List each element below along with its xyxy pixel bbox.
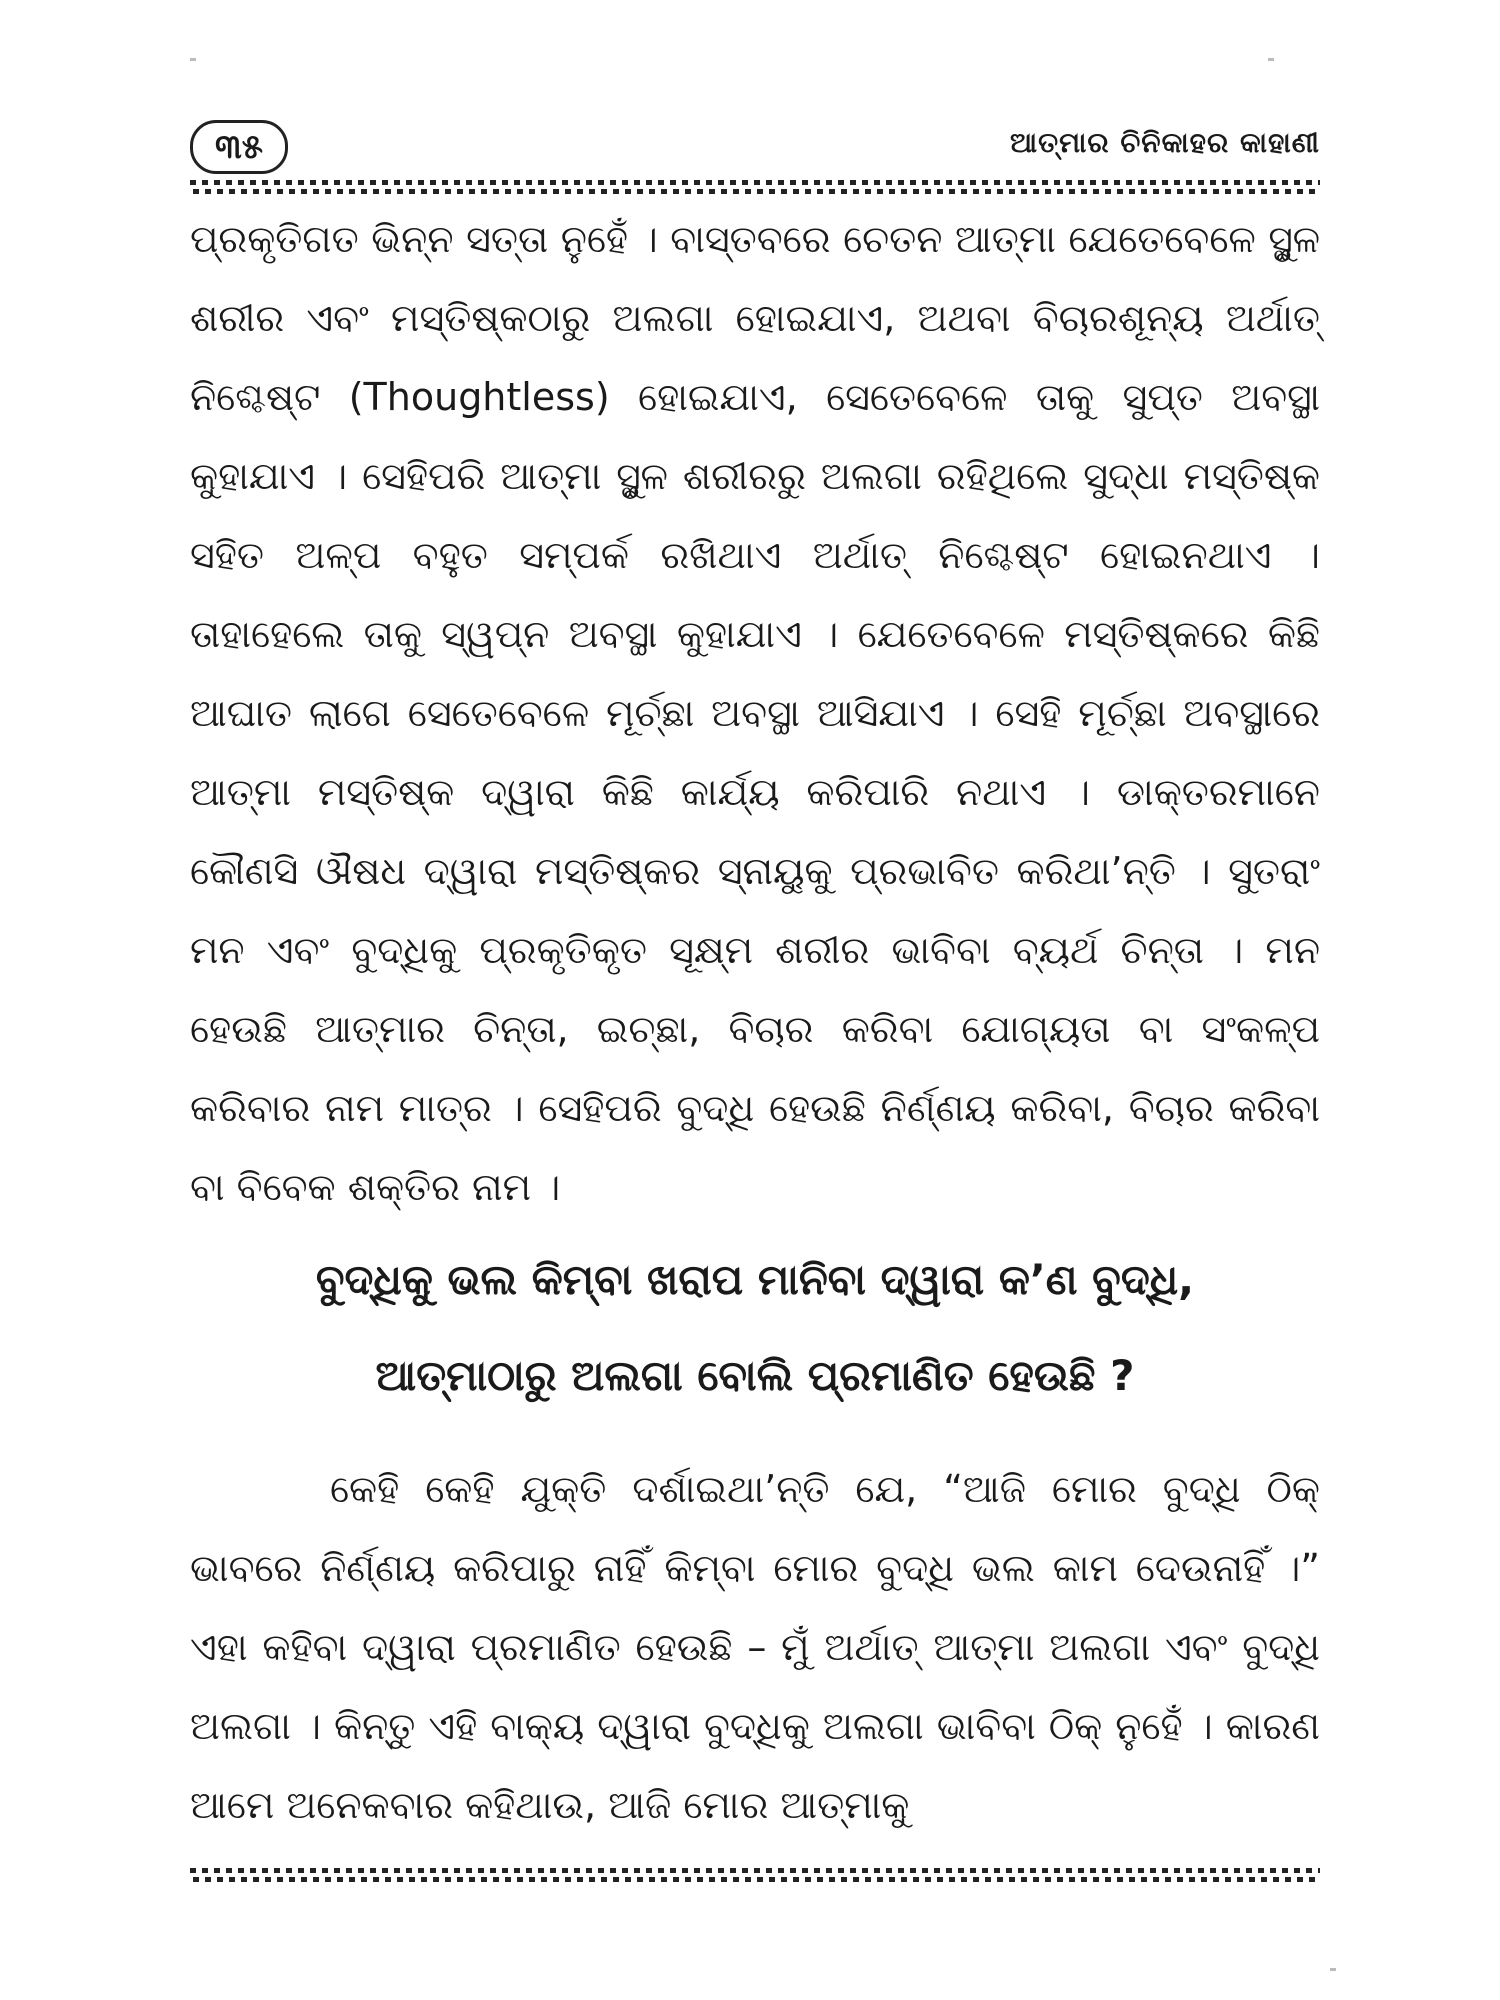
scan-speck <box>1268 58 1274 61</box>
heading-line-1: ବୁଦ୍ଧିକୁ ଭଲ କିମ୍ବା ଖରାପ ମାନିବା ଦ୍ୱାରା କ’ଣ ବୁଦ୍ଧି, <box>315 1255 1195 1304</box>
page-header <box>190 118 1320 178</box>
heading-line-2: ଆତ୍ମାଠାରୁ ଅଲଗା ବୋଲି ପ୍ରମାଣିତ ହେଉଛି ? <box>375 1351 1135 1400</box>
section-heading <box>190 1232 1320 1424</box>
running-title: ଆତ୍ମାର ଚିନିକାହର କାହାଣୀ <box>1010 126 1320 159</box>
body-text-2 <box>190 1450 1320 1845</box>
paragraph-2: କେହି କେହି ଯୁକ୍ତି ଦର୍ଶାଇଥା’ନ୍ତି ଯେ, “ଆଜି ମୋର ବୁଦ୍ଧି ଠିକ୍ ଭାବରେ ନିର୍ଣ୍ଣୟ କରିପାରୁ ନାହିଁ କିମ୍ବା ମୋର ବୁଦ୍ଧି ଭଲ କାମ ଦେଉନାହିଁ ।” ଏହା କହିବା ଦ୍ୱାରା ପ୍ରମାଣିତ ହେଉଛି – ମୁଁ ଅର୍ଥାତ୍ ଆତ୍ମା ଅଲଗା ଏବଂ ବୁଦ୍ଧି ଅଲଗା । କିନ୍ତୁ ଏହି ବାକ୍ୟ ଦ୍ୱାରା ବୁଦ୍ଧିକୁ ଅଲଗା ଭାବିବା ଠିକ୍ ନୁହେଁ । କାରଣ ଆମେ ଅନେକବାର କହିଥାଉ, ଆଜି ମୋର ଆତ୍ମାକୁ <box>190 1467 1320 1827</box>
decorative-rule-top <box>190 180 1320 194</box>
page-number: ୩୫ <box>190 120 288 174</box>
scan-speck <box>1330 1968 1336 1971</box>
scan-speck <box>190 58 196 61</box>
body-text <box>190 200 1320 1227</box>
decorative-rule-bottom <box>190 1868 1320 1882</box>
paragraph-1: ପ୍ରକୃତିଗତ ଭିନ୍ନ ସତ୍ତା ନୁହେଁ । ବାସ୍ତବରେ ଚେତନ ଆତ୍ମା ଯେତେବେଳେ ସ୍ଥୁଳ ଶରୀର ଏବଂ ମସ୍ତିଷ୍କଠାରୁ ଅଲଗା ହୋଇଯାଏ, ଅଥବା ବିଚାରଶୂନ୍ୟ ଅର୍ଥାତ୍ ନିଶ୍ଚେଷ୍ଟ (Thoughtless) ହୋଇଯାଏ, ସେତେବେଳେ ତାକୁ ସୁପ୍ତ ଅବସ୍ଥା କୁହାଯାଏ । ସେହିପରି ଆତ୍ମା ସ୍ଥୁଳ ଶରୀରରୁ ଅଲଗା ରହିଥିଲେ ସୁଦ୍ଧା ମସ୍ତିଷ୍କ ସହିତ ଅଳ୍ପ ବହୁତ ସମ୍ପର୍କ ରଖିଥାଏ ଅର୍ଥାତ୍ ନିଶ୍ଚେଷ୍ଟ ହୋଇନଥାଏ । ତାହାହେଲେ ତାକୁ ସ୍ୱପ୍ନ ଅବସ୍ଥା କୁହାଯାଏ । ଯେତେବେଳେ ମସ୍ତିଷ୍କରେ କିଛି ଆଘାତ ଲାଗେ ସେତେବେଳେ ମୂର୍ଚ୍ଛା ଅବସ୍ଥା ଆସିଯାଏ । ସେହି ମୂର୍ଚ୍ଛା ଅବସ୍ଥାରେ ଆତ୍ମା ମସ୍ତିଷ୍କ ଦ୍ୱାରା କିଛି କାର୍ଯ୍ୟ କରିପାରି ନଥାଏ । ଡାକ୍ତରମାନେ କୌଣସି ଔଷଧ ଦ୍ୱାରା ମସ୍ତିଷ୍କର ସ୍ନାୟୁକୁ ପ୍ରଭାବିତ କରିଥା’ନ୍ତି । ସୁତରାଂ ମନ ଏବଂ ବୁଦ୍ଧିକୁ ପ୍ରକୃତିକୃତ ସୂକ୍ଷ୍ମ ଶରୀର ଭାବିବା ବ୍ୟର୍ଥ ଚିନ୍ତା । ମନ ହେଉଛି ଆତ୍ମାର ଚିନ୍ତା, ଇଚ୍ଛା, ବିଚାର କରିବା ଯୋଗ୍ୟତା ବା ସଂକଳ୍ପ କରିବାର ନାମ ମାତ୍ର । ସେହିପରି ବୁଦ୍ଧି ହେଉଛି ନିର୍ଣ୍ଣୟ କରିବା, ବିଚାର କରିବା ବା ବିବେକ ଶକ୍ତିର ନାମ । <box>190 217 1320 1209</box>
